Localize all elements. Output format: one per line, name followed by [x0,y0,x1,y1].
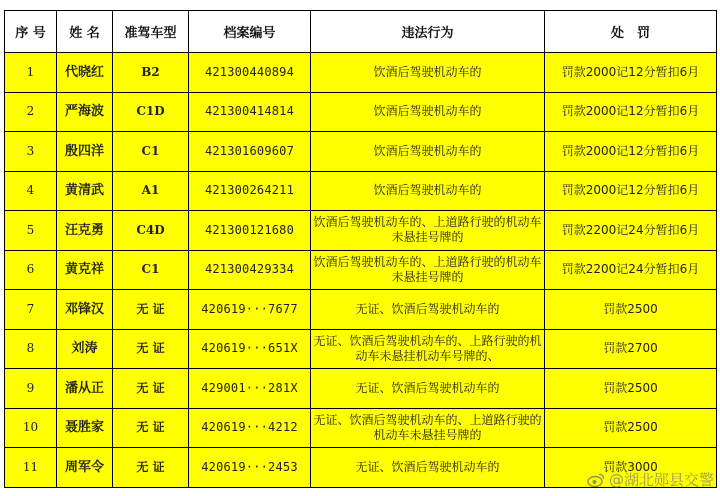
cell-violation: 饮酒后驾驶机动车的、上道路行驶的机动车未悬挂号牌的 [311,211,545,251]
cell-index: 6 [5,250,57,290]
cell-penalty: 罚款2500 [545,369,717,409]
table-row [5,329,717,369]
cell-penalty: 罚款3000 [545,448,717,488]
table-row [5,211,717,251]
cell-license-type: A1 [113,171,189,211]
header-violation: 违法行为 [311,11,545,53]
cell-file-number: 420619···7677 [189,290,311,330]
cell-index: 3 [5,132,57,172]
cell-violation: 饮酒后驾驶机动车的 [311,92,545,132]
cell-name: 周军令 [57,448,113,488]
cell-name: 刘涛 [57,329,113,369]
cell-license-type: C1 [113,132,189,172]
cell-license-type: 无 证 [113,448,189,488]
table-row [5,53,717,93]
cell-penalty: 罚款2000记12分暂扣6月 [545,53,717,93]
cell-index: 10 [5,408,57,448]
cell-violation: 无证、饮酒后驾驶机动车的 [311,369,545,409]
header-license-type: 准驾车型 [113,11,189,53]
cell-index: 2 [5,92,57,132]
cell-index: 5 [5,211,57,251]
table-row [5,369,717,409]
table-row [5,132,717,172]
cell-penalty: 罚款2000记12分暂扣6月 [545,92,717,132]
cell-index: 8 [5,329,57,369]
cell-penalty: 罚款2000记12分暂扣6月 [545,132,717,172]
cell-license-type: B2 [113,53,189,93]
cell-name: 聂胜家 [57,408,113,448]
weibo-icon [587,473,605,487]
cell-license-type: C1D [113,92,189,132]
table-body [5,53,717,488]
cell-violation: 无证、饮酒后驾驶机动车的 [311,290,545,330]
cell-name: 邓锋汉 [57,290,113,330]
cell-violation: 饮酒后驾驶机动车的、上道路行驶的机动车未悬挂号牌的 [311,250,545,290]
cell-name: 代晓红 [57,53,113,93]
cell-file-number: 429001···281X [189,369,311,409]
cell-file-number: 420619···2453 [189,448,311,488]
cell-file-number: 421301609607 [189,132,311,172]
cell-index: 9 [5,369,57,409]
cell-violation: 饮酒后驾驶机动车的 [311,53,545,93]
cell-index: 7 [5,290,57,330]
cell-violation: 无证、饮酒后驾驶机动车的、上道路行驶的机动车未悬挂号牌的 [311,408,545,448]
cell-name: 黄清武 [57,171,113,211]
table-row [5,92,717,132]
cell-license-type: 无 证 [113,408,189,448]
cell-index: 1 [5,53,57,93]
cell-penalty: 罚款2000记12分暂扣6月 [545,171,717,211]
table-row [5,290,717,330]
header-name: 姓 名 [57,11,113,53]
cell-file-number: 421300414814 [189,92,311,132]
cell-name: 黄克祥 [57,250,113,290]
cell-penalty: 罚款2200记24分暂扣6月 [545,250,717,290]
table-row [5,408,717,448]
cell-index: 11 [5,448,57,488]
cell-name: 汪克勇 [57,211,113,251]
cell-file-number: 420619···651X [189,329,311,369]
violations-table [4,10,717,488]
cell-penalty: 罚款2200记24分暂扣6月 [545,211,717,251]
cell-violation: 无证、饮酒后驾驶机动车的、上路行驶的机动车未悬挂机动车号牌的、 [311,329,545,369]
cell-name: 潘从正 [57,369,113,409]
cell-file-number: 421300264211 [189,171,311,211]
cell-penalty: 罚款2500 [545,408,717,448]
watermark-text: @湖北郧县交警 [608,471,714,489]
header-penalty: 处 罚 [545,11,717,53]
header-file-number: 档案编号 [189,11,311,53]
cell-license-type: 无 证 [113,329,189,369]
watermark [587,469,714,490]
cell-index: 4 [5,171,57,211]
cell-file-number: 421300121680 [189,211,311,251]
cell-license-type: C4D [113,211,189,251]
cell-violation: 饮酒后驾驶机动车的 [311,171,545,211]
cell-file-number: 420619···4212 [189,408,311,448]
cell-license-type: 无 证 [113,290,189,330]
cell-file-number: 421300440894 [189,53,311,93]
cell-file-number: 421300429334 [189,250,311,290]
cell-name: 殷四洋 [57,132,113,172]
table-row [5,171,717,211]
cell-penalty: 罚款2700 [545,329,717,369]
cell-license-type: C1 [113,250,189,290]
cell-license-type: 无 证 [113,369,189,409]
cell-penalty: 罚款2500 [545,290,717,330]
cell-violation: 无证、饮酒后驾驶机动车的 [311,448,545,488]
header-row [5,11,717,53]
cell-name: 严海波 [57,92,113,132]
header-index: 序 号 [5,11,57,53]
cell-violation: 饮酒后驾驶机动车的 [311,132,545,172]
table-row [5,250,717,290]
